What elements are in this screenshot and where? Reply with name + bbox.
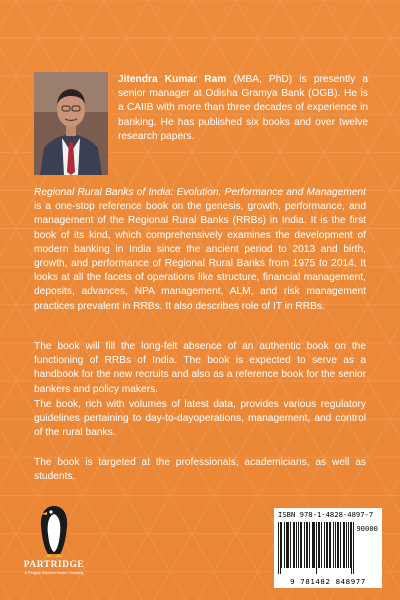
description-paragraph-4: The book is targeted at the professionals, academicians, as well as students.	[34, 457, 366, 483]
description-text-1: is a one-stop reference book on the genesis, growth, performance, and management of the Regional Rural Banks (RRBs) in India. It is the first book of its kind, which comprehensively examines the development of modern banking in India since the ancient period to 2013 and birth, growth, and performance of Regional Rural Banks from 1975 to 2014. It looks at all the facets of operations like structure, financial management, deposits, advances, NPA management, ALM, and risk management practices prevalent in RRBs. It also describes role of IT in RRBs.	[34, 201, 366, 312]
description-paragraph-1	[34, 186, 366, 314]
barcode-digits: 9 781482 848977	[290, 577, 366, 586]
price-code: 90000	[356, 524, 378, 533]
publisher-logo	[18, 500, 90, 590]
description-paragraph-3: The book, rich with volumes of latest data, provides various regulatory guidelines pertaining to day-to-dayoperations, management, and control of the rural banks.	[34, 399, 366, 439]
description-paragraph-2: The book will fill the long-felt absence of an authentic book on the functioning of RRBs of India. The book is expected to serve as a handbook for the new recruits and also as a reference book for the senior bankers and policy makers.	[34, 341, 366, 395]
book-title: Regional Rural Banks of India: Evolution, Performance and Management	[34, 187, 366, 198]
author-name: Jitendra Kumar Ram	[118, 74, 227, 85]
publisher-name: PARTRIDGE	[23, 560, 85, 570]
penguin-icon	[18, 500, 90, 558]
author-bio	[118, 73, 368, 144]
author-photo	[34, 72, 108, 175]
barcode-bars	[278, 522, 354, 576]
publisher-tagline: A Penguin Random House Company	[24, 571, 84, 575]
isbn-barcode	[274, 508, 382, 588]
author-bio-text: (MBA, PhD) is presently a senior manager at Odisha Gramya Bank (OGB). He is a CAIIB with more than three decades of experience in banking. He has published six books and over twelve research papers.	[118, 74, 368, 142]
isbn-text: ISBN 978-1-4828-4897-7	[278, 510, 374, 519]
